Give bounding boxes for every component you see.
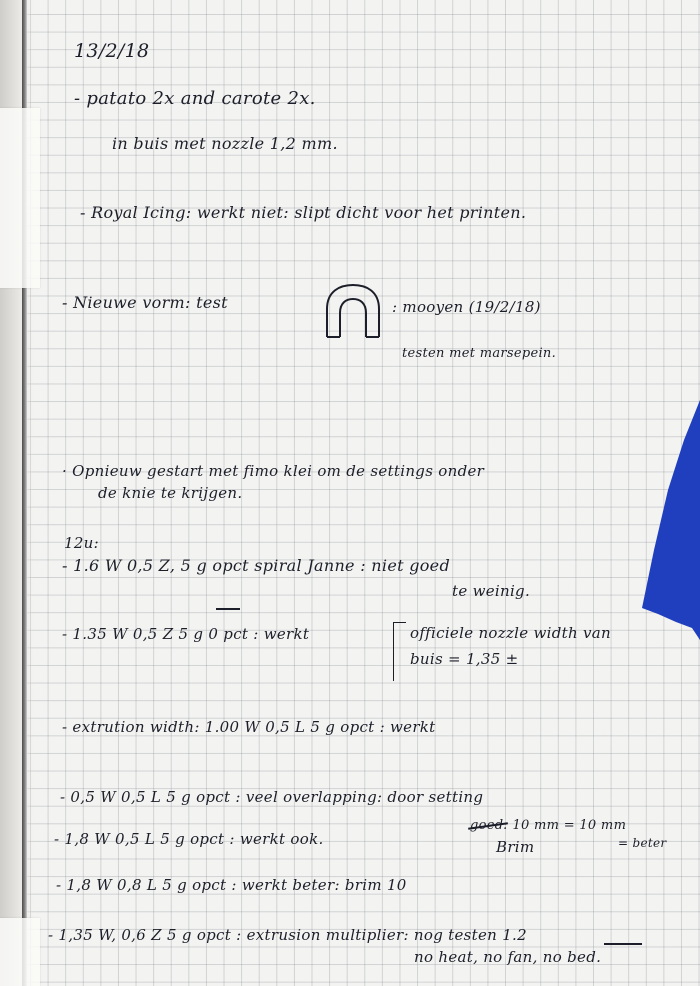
note-line-15: - 1,8 W 0,8 L 5 g opct : werkt beter: brim 10 [56,876,407,894]
note-line-4-left: - Nieuwe vorm: test [62,293,228,312]
note-date: 13/2/18 [74,40,150,62]
note-line-7: de knie te krijgen. [98,484,243,502]
note-line-11: - 1.35 W 0,5 Z 5 g 0 pct : werkt [62,625,310,643]
note-line-6: · Opnieuw gestart met fimo klei om de settings onder [62,462,485,480]
blue-tape-corner [640,400,700,640]
note-line-14: - 1,8 W 0,5 L 5 g opct : werkt ook. [54,830,324,848]
side-bracket [393,622,406,681]
note-line-12: - extrution width: 1.00 W 0,5 L 5 g opct : werkt [62,718,436,736]
note-line-16: - 1,35 W, 0,6 Z 5 g opct : extrusion multiplier: nog testen 1.2 [48,926,527,944]
note-line-9: - 1.6 W 0,5 Z, 5 g opct spiral Janne : niet goed [62,556,450,575]
note-line-8: 12u: [64,534,100,552]
note-line-13-b: goed: 10 mm = 10 mm [470,818,627,833]
underline-mark [604,943,642,945]
note-line-5: testen met marsepein. [402,346,557,361]
tape-strip-bottom [0,918,40,986]
note-line-4-right: : mooyen (19/2/18) [392,298,541,316]
tape-strip-top [0,108,40,288]
note-line-10: te weinig. [452,582,531,600]
note-line-2: in buis met nozzle 1,2 mm. [112,134,338,153]
note-line-3: - Royal Icing: werkt niet: slipt dicht voor het printen. [80,203,527,222]
note-line-11-note-1: officiele nozzle width van [410,624,611,642]
note-line-11-note-2: buis = 1,35 ± [410,650,519,668]
note-line-17: no heat, no fan, no bed. [414,948,602,966]
note-line-13: - 0,5 W 0,5 L 5 g opct : veel overlapping: door setting [60,788,484,806]
note-line-13-d: Brim [496,838,535,856]
note-line-13-c: = beter [618,836,667,850]
note-line-1: - patato 2x and carote 2x. [74,88,316,109]
arch-shape-icon [322,283,384,341]
overline-mark [216,608,240,610]
